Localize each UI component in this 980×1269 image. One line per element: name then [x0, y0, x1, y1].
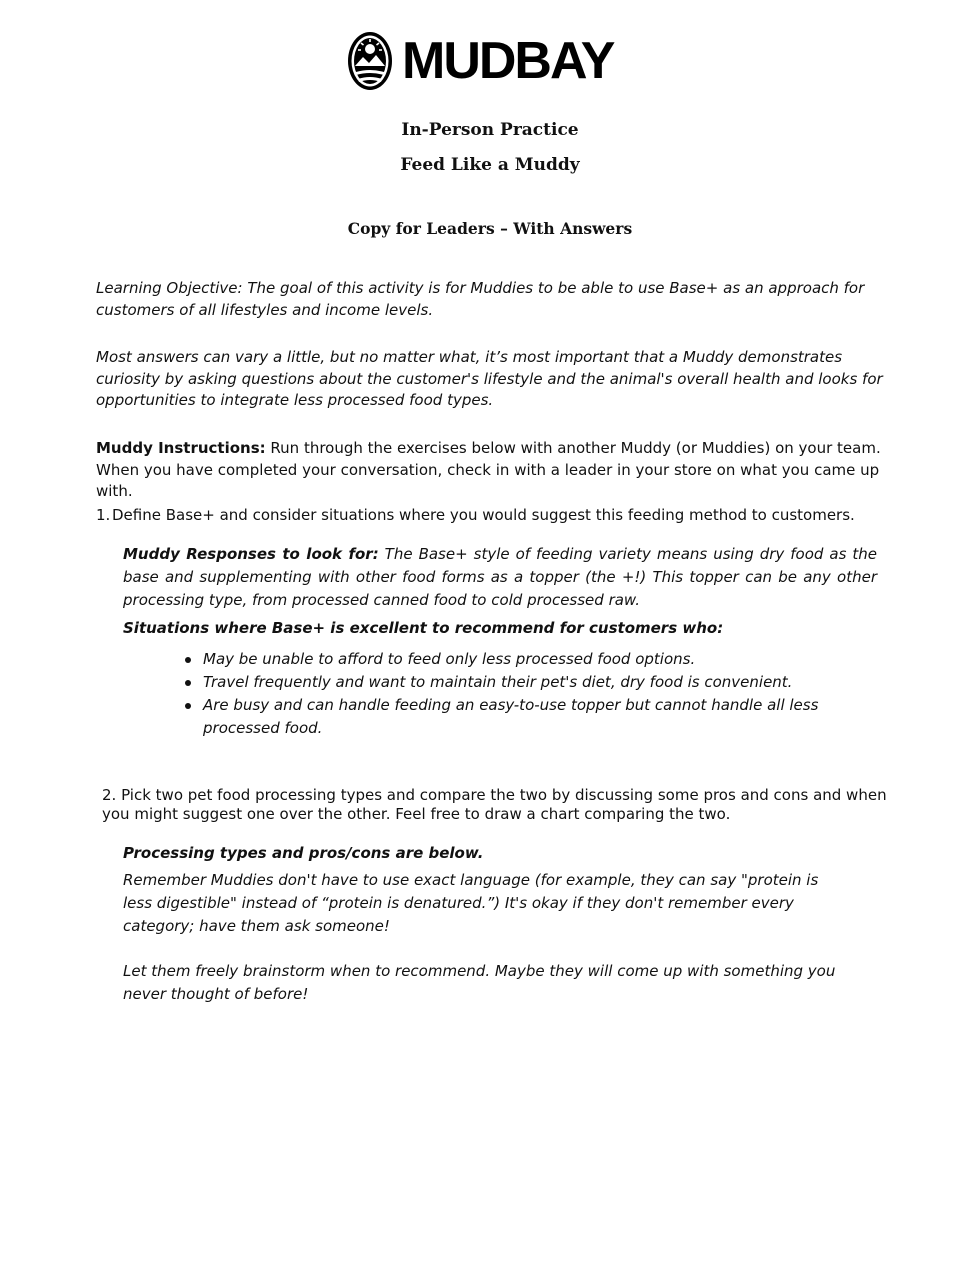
question-2: 2. Pick two pet food processing types and compare the two by discussing some pros and cons and when you might suggest one over the other. Feel free to draw a chart comparing the two.	[102, 786, 887, 823]
answers-note: Most answers can vary a little, but no matter what, it’s most important that a Muddy demonstrates curiosity by asking questions about the customer's lifestyle and the animal's overall health and looks for opportunities to integrate less processed food types.	[96, 348, 883, 409]
bullet-icon	[185, 703, 191, 709]
responses-text: The Base+ style of feeding variety means using dry food as the base and supplementing with other food forms as a topper (the +!) This topper can be any other processing type, from processed canned food to cold processed raw.	[123, 545, 877, 609]
page-title: In-Person Practice	[401, 120, 579, 140]
situations-heading: Situations where Base+ is excellent to recommend for customers who:	[123, 619, 724, 637]
copy-label: Copy for Leaders – With Answers	[347, 219, 633, 238]
question-1-number: 1.	[96, 506, 111, 524]
processing-heading: Processing types and pros/cons are below.	[123, 844, 484, 862]
brainstorm-note: Let them freely brainstorm when to recommend. Maybe they will come up with something you never thought of before!	[123, 962, 836, 1003]
list-item: Travel frequently and want to maintain their pet's diet, dry food is convenient.	[183, 671, 823, 694]
muddy-responses	[123, 543, 877, 612]
instructions-text: Run through the exercises below with another Muddy (or Muddies) on your team. When you have completed your conversation, check in with a leader in your store on what you came up with.	[96, 439, 881, 500]
mudbay-logo	[346, 30, 636, 92]
muddy-instructions	[96, 438, 896, 503]
instructions-label: Muddy Instructions:	[96, 439, 266, 457]
situations-list	[183, 648, 823, 740]
question-1	[96, 505, 896, 527]
list-item: Are busy and can handle feeding an easy-to-use topper but cannot handle all less processed food.	[183, 694, 823, 740]
responses-label: Muddy Responses to look for:	[123, 545, 379, 563]
remember-note: Remember Muddies don't have to use exact language (for example, they can say "protein is less digestible" instead of “protein is denatured.”) It's okay if they don't remember every category; have them ask someone!	[123, 871, 819, 935]
logo-wordmark: MUDBAY	[402, 32, 614, 90]
question-1-text: Define Base+ and consider situations where you would suggest this feeding method to customers.	[112, 506, 855, 524]
list-item: May be unable to afford to feed only less processed food options.	[183, 648, 823, 671]
bullet-icon	[185, 680, 191, 686]
learning-objective: Learning Objective: The goal of this activity is for Muddies to be able to use Base+ as an approach for customers of all lifestyles and income levels.	[96, 279, 865, 319]
page-subtitle: Feed Like a Muddy	[400, 155, 580, 175]
mudbay-emblem-icon	[346, 30, 394, 92]
bullet-icon	[185, 657, 191, 663]
